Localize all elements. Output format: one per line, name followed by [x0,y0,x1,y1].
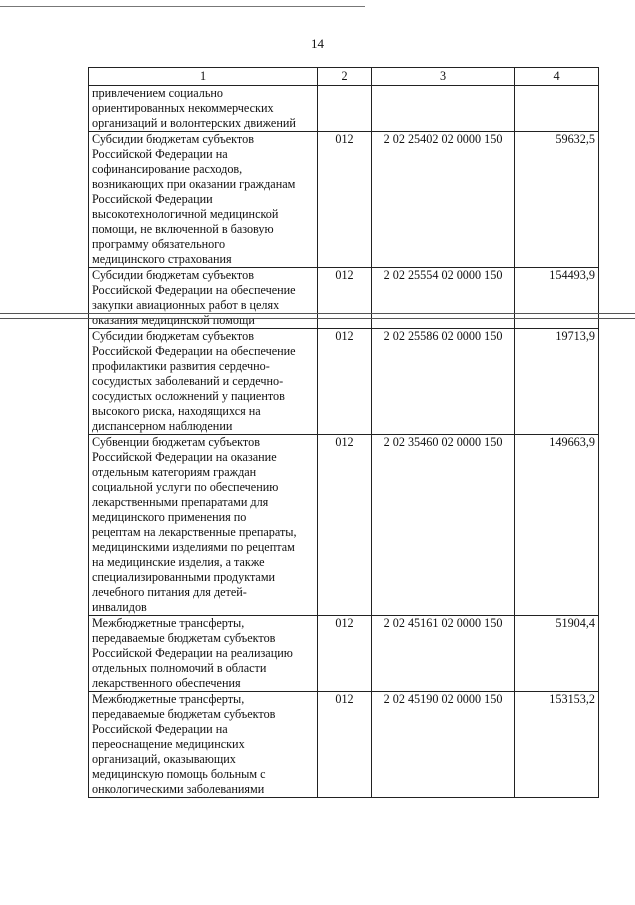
table-row [89,86,599,132]
row-admin-code: 012 [318,692,372,798]
row-budget-code: 2 02 25586 02 0000 150 [372,329,515,435]
row-name: Субсидии бюджетам субъектов Российской Федерации на обеспечение закупки авиационных работ в целях оказания медицинской помощи [89,268,318,329]
row-budget-code: 2 02 45161 02 0000 150 [372,616,515,692]
table-row [89,692,599,798]
column-header-4: 4 [515,68,599,86]
table-header-row [89,68,599,86]
row-amount: 19713,9 [515,329,599,435]
table-row [89,329,599,435]
row-admin-code: 012 [318,132,372,268]
row-budget-code: 2 02 45190 02 0000 150 [372,692,515,798]
row-budget-code: 2 02 35460 02 0000 150 [372,435,515,616]
row-amount [515,86,599,132]
row-amount: 51904,4 [515,616,599,692]
table-row [89,435,599,616]
row-admin-code: 012 [318,268,372,329]
table-row [89,132,599,268]
row-amount: 153153,2 [515,692,599,798]
row-admin-code: 012 [318,435,372,616]
row-name: Межбюджетные трансферты, передаваемые бюджетам субъектов Российской Федерации на переоснащение медицинских организаций, оказывающих медицинскую помощь больным с онкологическими заболеваниями [89,692,318,798]
table-row [89,616,599,692]
top-edge-rule [0,6,365,7]
row-amount: 149663,9 [515,435,599,616]
row-admin-code: 012 [318,329,372,435]
row-admin-code [318,86,372,132]
row-admin-code: 012 [318,616,372,692]
row-name: привлечением социально ориентированных некоммерческих организаций и волонтерских движений [89,86,318,132]
column-header-2: 2 [318,68,372,86]
row-budget-code: 2 02 25402 02 0000 150 [372,132,515,268]
scan-strike-line [0,318,635,319]
row-name: Межбюджетные трансферты, передаваемые бюджетам субъектов Российской Федерации на реализацию отдельных полномочий в области лекарственного обеспечения [89,616,318,692]
budget-table [88,67,599,798]
page-number: 14 [311,36,324,51]
column-header-3: 3 [372,68,515,86]
row-name: Субвенции бюджетам субъектов Российской Федерации на оказание отдельным категориям граждан социальной услуги по обеспечению лекарственными препаратами для медицинского применения по рецептам на лекарственные препараты, медицинскими изделиями по рецептам на медицинские изделия, а также специализированными продуктами лечебного питания для детей- инвалидов [89,435,318,616]
row-budget-code [372,86,515,132]
scan-strike-line [0,313,635,314]
row-amount: 59632,5 [515,132,599,268]
row-name: Субсидии бюджетам субъектов Российской Федерации на обеспечение профилактики развития сердечно- сосудистых заболеваний и сердечно- сосудистых осложнений у пациентов высокого риска, находящихся на диспансерном наблюдении [89,329,318,435]
row-amount: 154493,9 [515,268,599,329]
table-row [89,268,599,329]
row-budget-code: 2 02 25554 02 0000 150 [372,268,515,329]
column-header-1: 1 [89,68,318,86]
row-name: Субсидии бюджетам субъектов Российской Федерации на софинансирование расходов, возникающих при оказании гражданам Российской Федерации высокотехнологичной медицинской помощи, не включенной в базовую программу обязательного медицинского страхования [89,132,318,268]
